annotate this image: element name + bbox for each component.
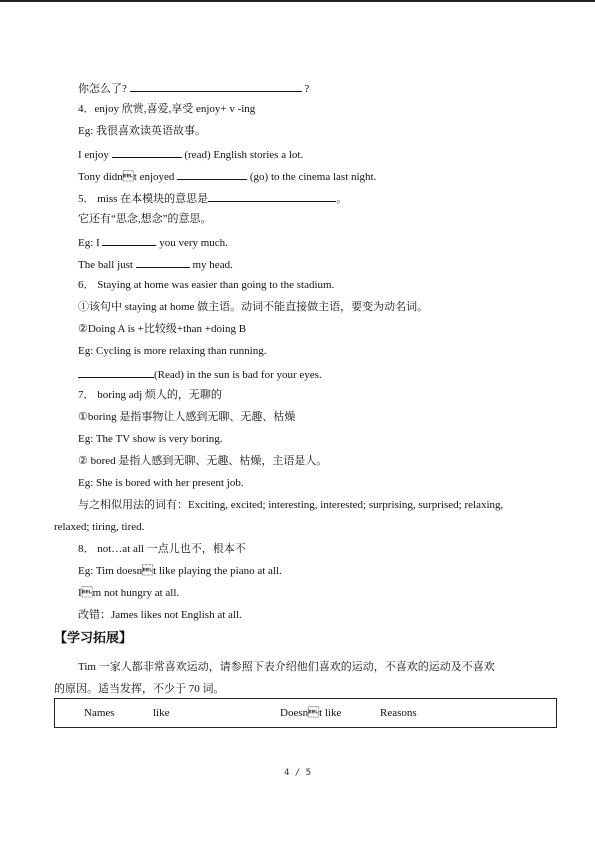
- text: 你怎么了?: [78, 83, 127, 95]
- text: (Read) in the sun is bad for your eyes.: [154, 369, 322, 381]
- text: 5． miss 在本模块的意思是: [78, 193, 209, 205]
- exercise-line: [78, 146, 303, 162]
- section-heading: 【学习拓展】: [54, 631, 133, 646]
- answer-blank[interactable]: [177, 168, 247, 180]
- text: you very much.: [159, 237, 228, 249]
- example-line: Eg: Tim doesnt like playing the piano at all.: [78, 565, 282, 577]
- exercise-line: [78, 366, 322, 382]
- text: ?: [304, 83, 310, 95]
- example-line: Eg: She is bored with her present job.: [78, 477, 244, 489]
- table-header-names: Names: [84, 707, 115, 719]
- table-header-reasons: Reasons: [380, 707, 417, 719]
- example-line: Im not hungry at all.: [78, 587, 180, 599]
- exercise-line: [78, 168, 376, 184]
- text: my head.: [192, 259, 233, 271]
- note-line: relaxed; tiring, tired.: [54, 521, 145, 533]
- item-4-heading: 4．enjoy 欣赏,喜爱,享受 enjoy+ v -ing: [78, 103, 256, 115]
- note-line: ② bored 是指人感到无聊、无趣、枯燥，主语是人。: [78, 455, 328, 467]
- example-line: Eg: The TV show is very boring.: [78, 433, 223, 445]
- text: (go) to the cinema last night.: [249, 171, 377, 183]
- table-header-dislike: Doesnt like: [280, 707, 342, 719]
- sports-table: [54, 698, 557, 728]
- answer-blank[interactable]: [136, 256, 190, 268]
- item-6-heading: 6． Staying at home was easier than going to the stadium.: [78, 279, 335, 291]
- top-rule: [0, 0, 595, 2]
- item-5-heading: [78, 190, 347, 206]
- text: 。: [336, 193, 348, 205]
- answer-blank[interactable]: [112, 146, 182, 158]
- answer-blank[interactable]: [208, 190, 336, 202]
- task-line: 的原因。适当发挥，不少于 70 词。: [54, 683, 225, 695]
- text: Tony didnt enjoyed: [78, 171, 175, 183]
- example-line: Eg: 我很喜欢读英语故事。: [78, 125, 207, 137]
- text: The ball just: [78, 259, 133, 271]
- note-line: 它还有“思念,想念”的意思。: [78, 213, 212, 225]
- exercise-line: [78, 234, 228, 250]
- text: I enjoy: [78, 149, 109, 161]
- line-1: [78, 80, 309, 96]
- note-line: ①boring 是指事物让人感到无聊、无趣、枯燥: [78, 411, 296, 423]
- answer-blank[interactable]: [130, 80, 302, 92]
- text: (read) English stories a lot.: [184, 149, 304, 161]
- example-line: Eg: Cycling is more relaxing than running.: [78, 345, 267, 357]
- note-line: ①该句中 staying at home 做主语。动词不能直接做主语，要变为动名词。: [78, 301, 429, 313]
- exercise-line: [78, 256, 233, 272]
- text: Eg: I: [78, 237, 100, 249]
- answer-blank[interactable]: [78, 366, 154, 378]
- correction-line: 改错：James likes not English at all.: [78, 609, 242, 621]
- note-line: ②Doing A is +比较级+than +doing B: [78, 323, 247, 335]
- table-header-like: like: [153, 707, 170, 719]
- page-number: 4 / 5: [283, 768, 312, 778]
- answer-blank[interactable]: [102, 234, 156, 246]
- note-line: 与之相似用法的词有：Exciting, excited; interesting, interested; surprising, surprised; relaxing,: [78, 499, 504, 511]
- task-line: Tim 一家人都非常喜欢运动，请参照下表介绍他们喜欢的运动，不喜欢的运动及不喜欢: [78, 661, 495, 673]
- item-7-heading: 7． boring adj 烦人的，无聊的: [78, 389, 222, 401]
- item-8-heading: 8． not…at all 一点儿也不，根本不: [78, 543, 246, 555]
